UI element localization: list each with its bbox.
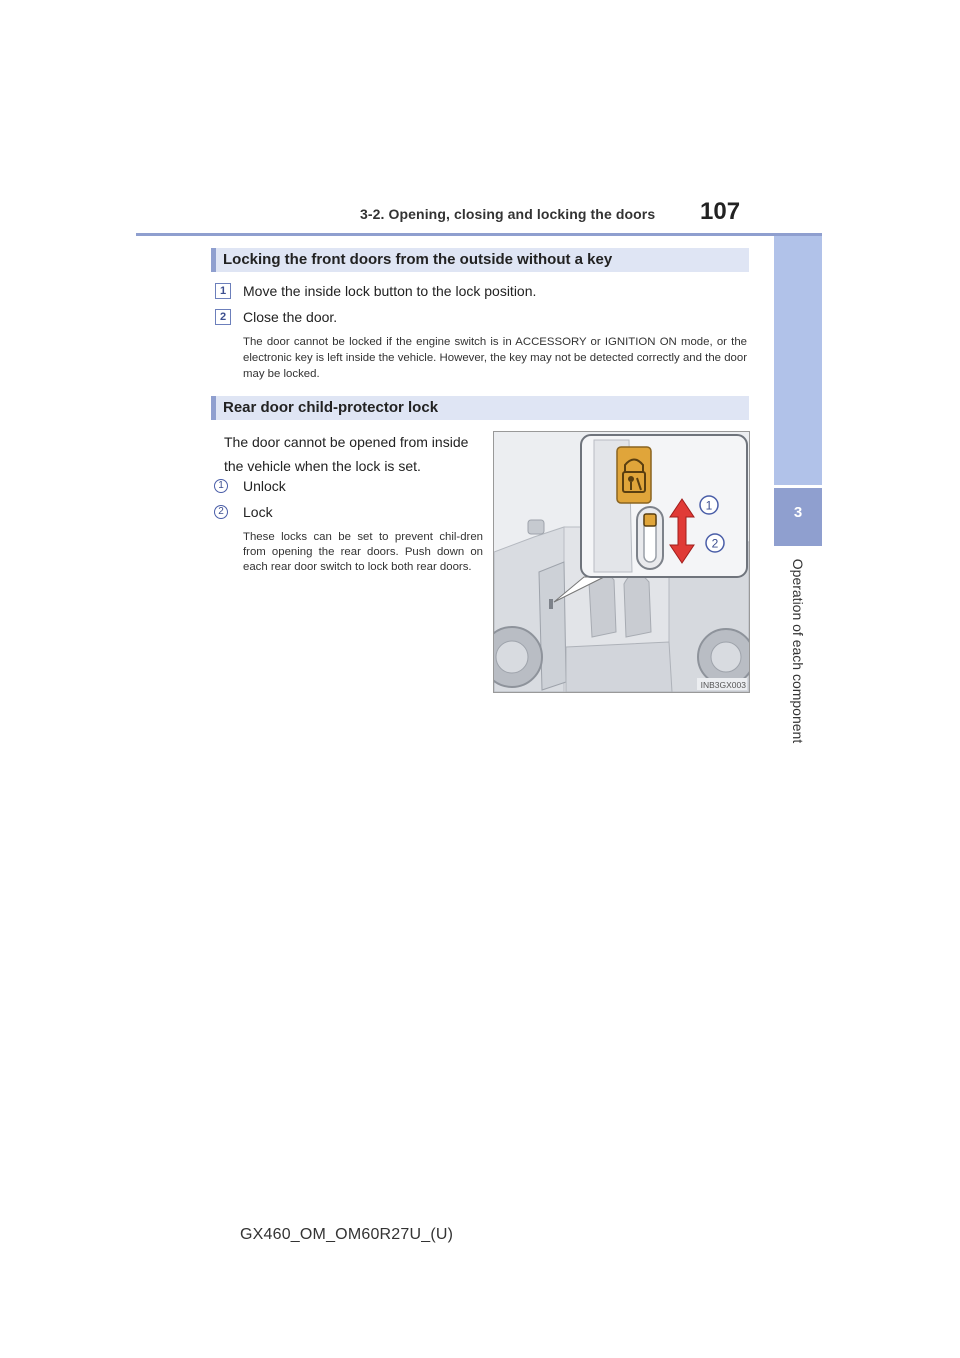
item-text-unlock: Unlock — [243, 478, 286, 494]
chapter-tab-title — [774, 546, 822, 756]
page-number: 107 — [700, 198, 741, 225]
chapter-tab-number: 3 — [774, 488, 822, 546]
running-header-section: 3-2. Opening, closing and locking the doors — [360, 206, 656, 222]
callout-2: 2 — [711, 536, 719, 551]
step-text-1: Move the inside lock button to the lock position. — [243, 283, 537, 299]
child-lock-intro: The door cannot be opened from inside the vehicle when the lock is set. — [224, 434, 469, 474]
vehicle-door-drawing — [494, 432, 749, 692]
section-heading-front-doors: Locking the front doors from the outside without a key — [211, 248, 749, 272]
front-door-note: The door cannot be locked if the engine switch is in ACCESSORY or IGNITION ON mode, or the electronic key is left inside the vehicle. However, the key may not be detected correctly and the door may be locked. — [243, 336, 747, 380]
step-badge-2: 2 — [215, 309, 231, 325]
header-rule — [136, 233, 822, 236]
section-heading-child-lock: Rear door child-protector lock — [211, 396, 749, 420]
chapter-tab-upper — [774, 236, 822, 485]
figure-code: INB3GX003 — [700, 680, 746, 690]
step-text-2: Close the door. — [243, 309, 338, 325]
child-lock-note: These locks can be set to prevent chil-dren from opening the rear doors. Push down on each rear door switch to lock both rear doors. — [243, 531, 483, 573]
item-text-lock: Lock — [243, 504, 273, 520]
child-lock-lever-icon — [644, 514, 656, 526]
chapter-tab-title-text: Operation of each component — [790, 558, 806, 744]
callout-1: 1 — [705, 498, 713, 513]
item-badge-1: 1 — [214, 479, 228, 493]
document-code-footer: GX460_OM_OM60R27U_(U) — [240, 1226, 454, 1243]
item-badge-2: 2 — [214, 505, 228, 519]
step-badge-1: 1 — [215, 283, 231, 299]
child-lock-illustration — [493, 431, 750, 693]
